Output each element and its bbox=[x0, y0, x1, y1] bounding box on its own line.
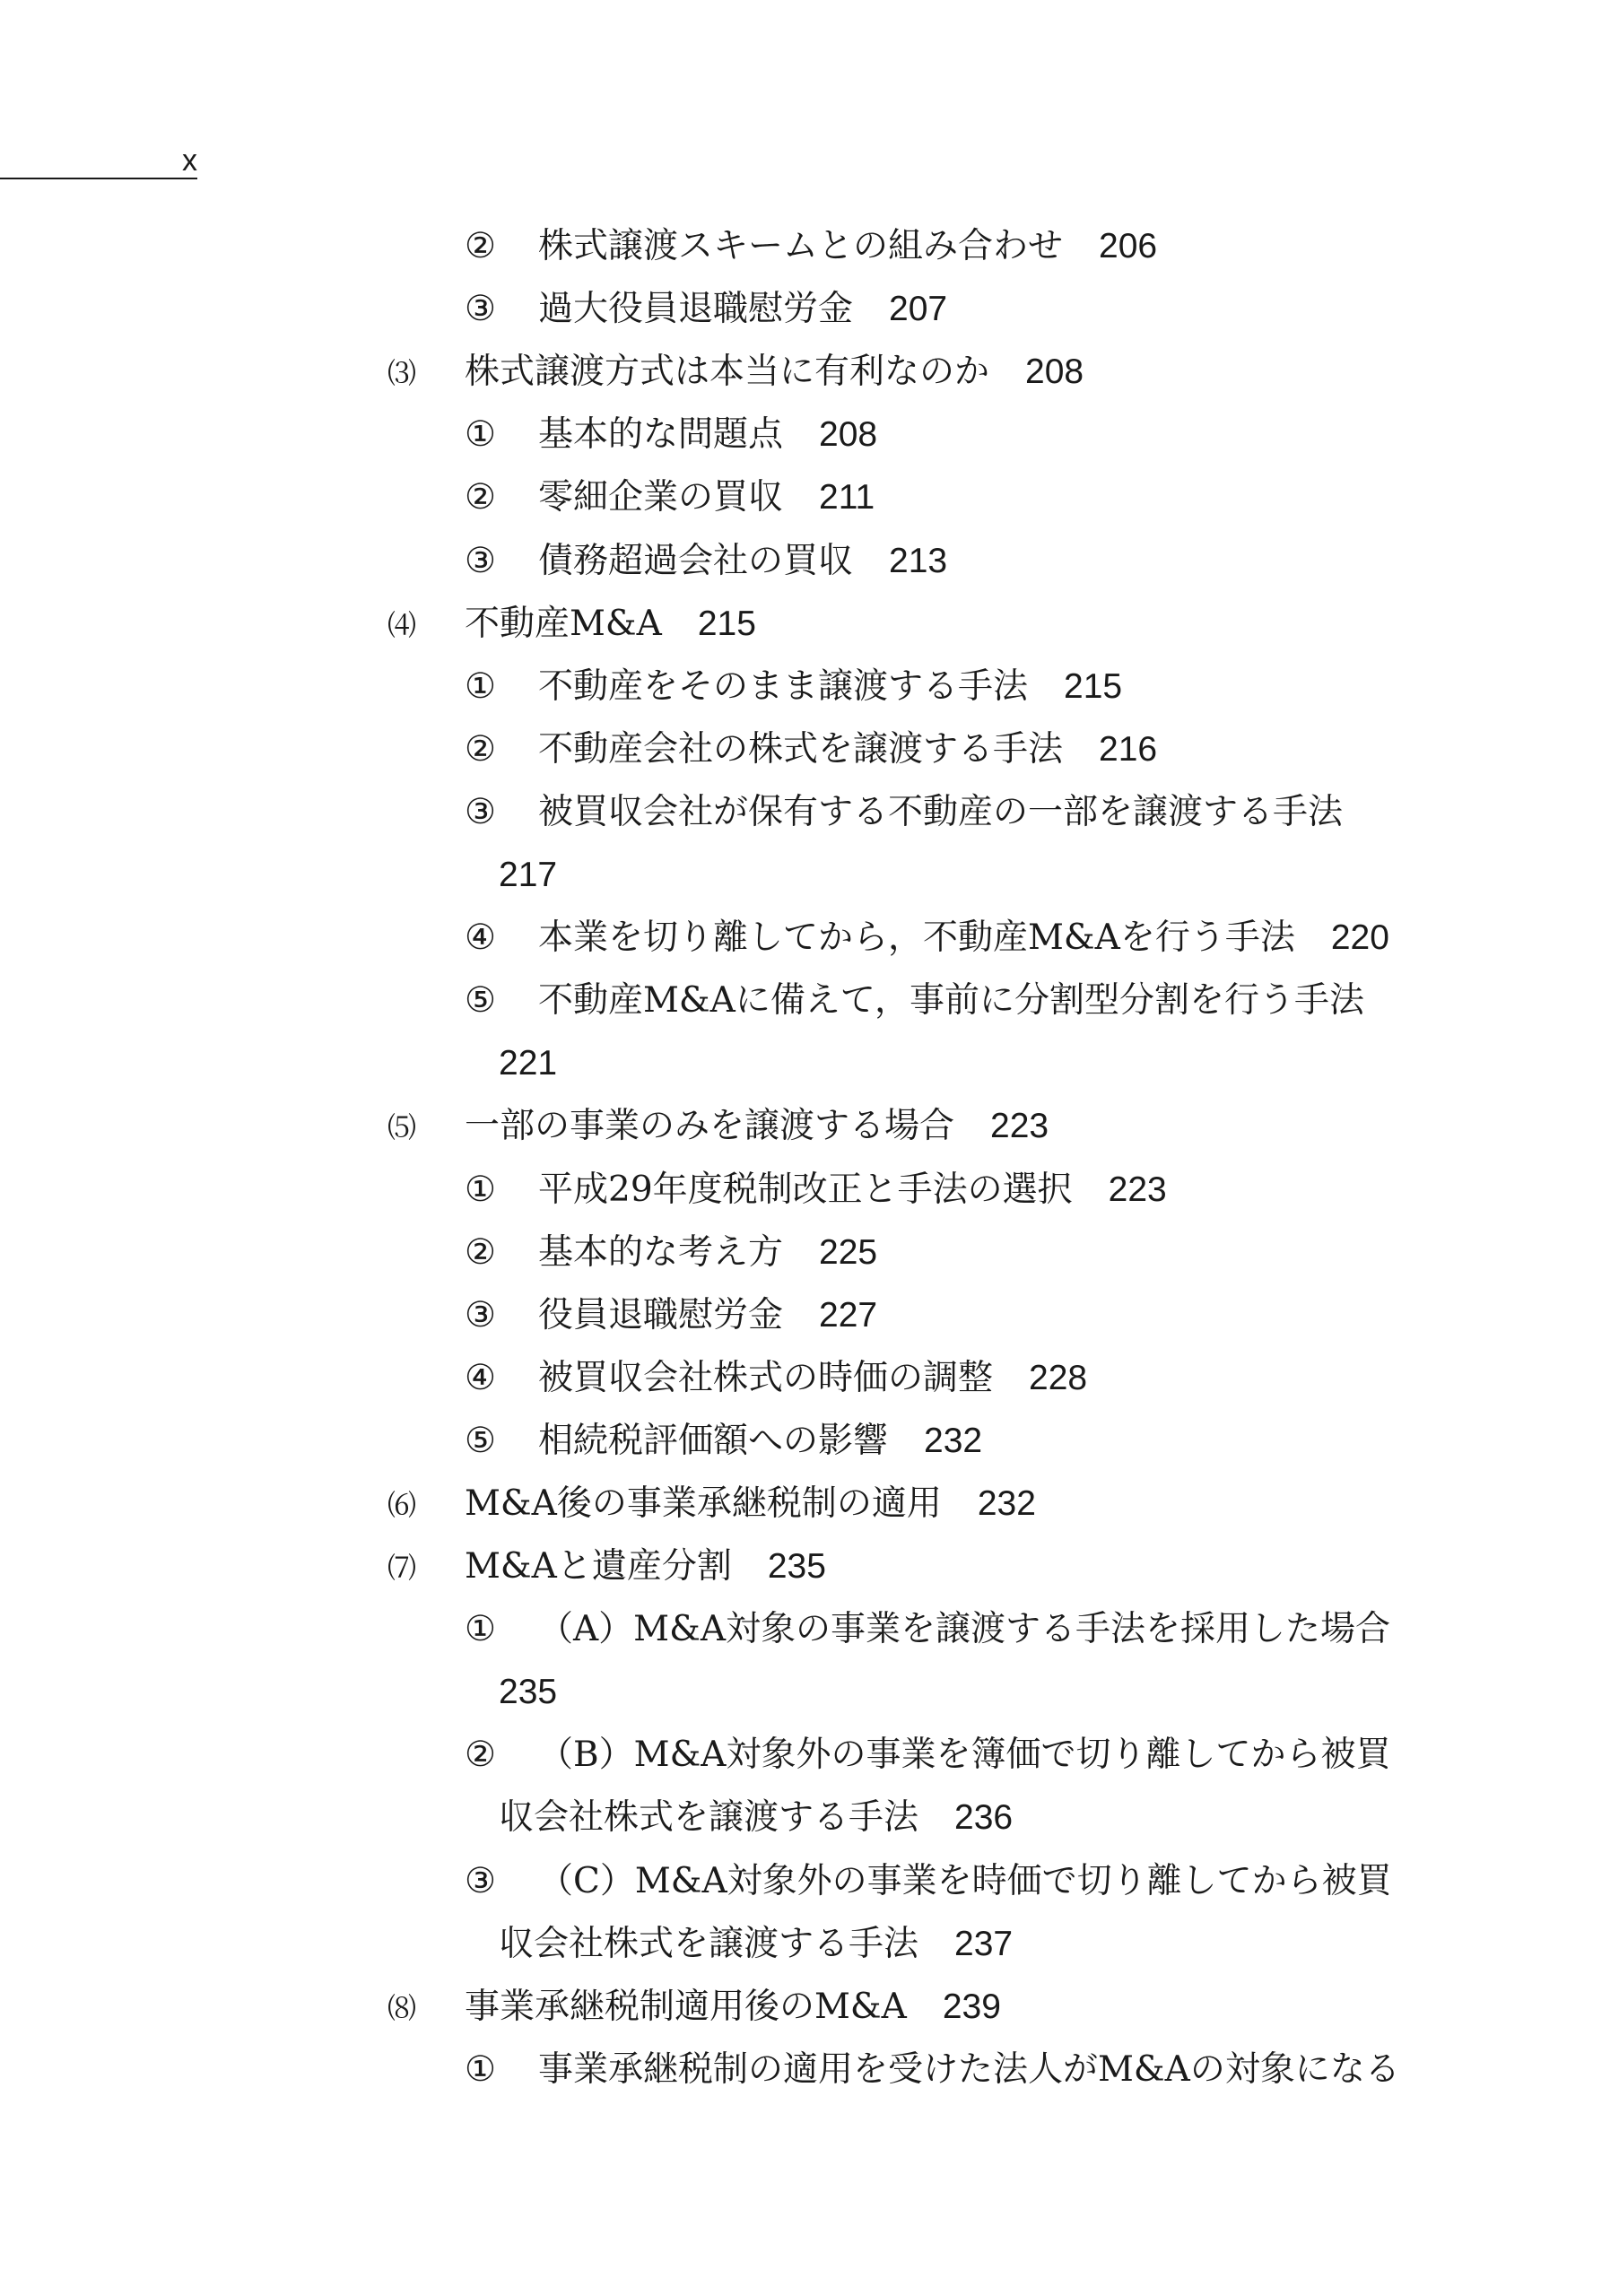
toc-entry-page: 235 bbox=[767, 1547, 826, 1586]
toc-entry-marker: ③ bbox=[465, 541, 496, 581]
toc-entry-title: 本業を切り離してから，不動産M&Aを行う手法 bbox=[538, 918, 1295, 958]
toc-entry-page: 208 bbox=[1025, 352, 1084, 391]
toc-entry-page: 223 bbox=[1108, 1170, 1167, 1209]
toc-entry-page: 221 bbox=[499, 1044, 558, 1083]
page-number: x bbox=[182, 144, 197, 178]
toc-entry-title: 事業承継税制適用後のM&A bbox=[465, 1987, 907, 2027]
toc-entry-page: 223 bbox=[990, 1107, 1049, 1145]
toc-entry-marker: ⑺ bbox=[387, 1551, 415, 1585]
toc-entry-marker: ⑤ bbox=[465, 1421, 496, 1461]
toc-entry-page: 228 bbox=[1029, 1359, 1088, 1397]
toc-entry-title: 被買収会社が保有する不動産の一部を譲渡する手法 bbox=[538, 792, 1344, 832]
toc-entry bbox=[387, 1473, 1036, 1535]
toc-entry-title: 過大役員退職慰労金 bbox=[538, 289, 854, 329]
toc-entry-marker: ⑻ bbox=[387, 1991, 415, 2025]
toc-entry-page: 215 bbox=[1064, 667, 1123, 706]
toc-entry bbox=[499, 1913, 1013, 1976]
toc-entry-marker: ② bbox=[465, 1232, 496, 1273]
toc-entry-title: M&Aと遺産分割 bbox=[465, 1546, 732, 1587]
toc-entry-title: 平成29年度税制改正と手法の選択 bbox=[538, 1170, 1073, 1210]
toc-entry-page: 215 bbox=[697, 604, 756, 643]
toc-entry bbox=[465, 1410, 982, 1473]
toc-entry-marker: ③ bbox=[465, 792, 496, 832]
toc-entry-title: 基本的な問題点 bbox=[538, 414, 784, 455]
toc-entry bbox=[465, 466, 875, 529]
toc-entry-marker: ⑤ bbox=[465, 980, 496, 1021]
toc-entry bbox=[465, 1347, 1087, 1410]
toc-entry-page: 225 bbox=[819, 1233, 878, 1272]
toc-entry-title: 不動産M&A bbox=[465, 604, 662, 644]
toc-entry-marker: ③ bbox=[465, 289, 496, 329]
toc-entry-marker: ⑹ bbox=[387, 1488, 415, 1522]
toc-entry-marker: ② bbox=[465, 729, 496, 770]
toc-entry bbox=[387, 341, 1084, 404]
toc-entry-page: 227 bbox=[819, 1296, 878, 1335]
toc-entry bbox=[465, 907, 1389, 970]
toc-entry-page: 237 bbox=[954, 1925, 1014, 1963]
toc-entry-marker: ③ bbox=[465, 1861, 496, 1901]
toc-entry bbox=[465, 781, 1343, 844]
toc-entry-marker: ② bbox=[465, 477, 496, 517]
toc-entry-marker: ① bbox=[465, 414, 496, 455]
toc-entry-marker: ③ bbox=[465, 1295, 496, 1335]
toc-entry-marker: ① bbox=[465, 666, 496, 707]
toc-entry bbox=[465, 1222, 877, 1284]
toc-entry-title: 債務超過会社の買収 bbox=[538, 541, 854, 581]
toc-entry-marker: ⑸ bbox=[387, 1110, 415, 1144]
toc-entry-title: 役員退職慰労金 bbox=[538, 1295, 784, 1335]
toc-entry-page: 236 bbox=[954, 1798, 1014, 1837]
toc-entry-marker: ④ bbox=[465, 1358, 496, 1398]
toc-entry bbox=[465, 278, 947, 341]
toc-entry-title: 株式譲渡方式は本当に有利なのか bbox=[465, 352, 990, 392]
toc-entry-title: 不動産M&Aに備えて，事前に分割型分割を行う手法 bbox=[538, 980, 1365, 1021]
toc-entry-title: 不動産会社の株式を譲渡する手法 bbox=[538, 729, 1064, 770]
toc-entry bbox=[499, 1661, 557, 1724]
toc-entry-title: M&A後の事業承継税制の適用 bbox=[465, 1483, 942, 1524]
toc-entry-page: 232 bbox=[924, 1422, 983, 1460]
toc-entry-title: 株式譲渡スキームとの組み合わせ bbox=[538, 226, 1064, 266]
toc-entry bbox=[465, 1850, 1392, 1913]
toc-entry-marker: ⑷ bbox=[387, 608, 415, 642]
toc-entry bbox=[465, 1598, 1390, 1661]
toc-entry-marker: ① bbox=[465, 1609, 496, 1649]
toc-entry-title: 不動産をそのまま譲渡する手法 bbox=[538, 666, 1029, 707]
toc-entry-marker: ② bbox=[465, 226, 496, 266]
toc-entry-marker: ① bbox=[465, 2049, 496, 2090]
toc-entry bbox=[465, 1159, 1167, 1222]
toc-entry-title: （C）M&A対象外の事業を時価で切り離してから被買 bbox=[538, 1861, 1392, 1901]
toc-entry-page: 220 bbox=[1330, 918, 1389, 957]
toc-entry-marker: ④ bbox=[465, 918, 496, 958]
toc-entry-page: 232 bbox=[977, 1484, 1036, 1523]
toc-entry bbox=[387, 1535, 826, 1598]
toc-entry-page: 216 bbox=[1099, 730, 1158, 769]
toc-entry-page: 235 bbox=[499, 1673, 558, 1711]
toc-entry bbox=[387, 1976, 1001, 2039]
toc-entry-page: 213 bbox=[889, 542, 948, 580]
toc-entry-title: 相続税評価額への影響 bbox=[538, 1421, 889, 1461]
toc-entry-page: 207 bbox=[889, 290, 948, 328]
toc-entry bbox=[465, 718, 1157, 781]
toc-entry bbox=[465, 1284, 877, 1347]
toc-entry-marker: ① bbox=[465, 1170, 496, 1210]
toc-entry bbox=[499, 1032, 557, 1095]
toc-entry bbox=[499, 1787, 1013, 1849]
toc-entry-title: （B）M&A対象外の事業を簿価で切り離してから被買 bbox=[538, 1735, 1391, 1775]
toc-entry-marker: ⑶ bbox=[387, 356, 415, 390]
toc-entry bbox=[465, 530, 947, 593]
toc-entry-page: 208 bbox=[819, 415, 878, 454]
toc-entry-title: 被買収会社株式の時価の調整 bbox=[538, 1358, 994, 1398]
toc-entry-page: 217 bbox=[499, 856, 558, 894]
toc-entry-page: 239 bbox=[942, 1987, 1001, 2026]
toc-entry bbox=[499, 844, 557, 907]
toc-entry-title: 基本的な考え方 bbox=[538, 1232, 784, 1273]
toc-entry bbox=[387, 593, 756, 656]
toc-entry-page: 206 bbox=[1099, 227, 1158, 265]
toc-entry-title: 収会社株式を譲渡する手法 bbox=[499, 1924, 919, 1964]
toc-entry-title: （A）M&A対象の事業を譲渡する手法を採用した場合 bbox=[538, 1609, 1390, 1649]
toc-entry-title: 収会社株式を譲渡する手法 bbox=[499, 1797, 919, 1838]
toc-entry-title: 零細企業の買収 bbox=[538, 477, 784, 517]
toc-entry bbox=[465, 2039, 1400, 2101]
toc-entry-title: 一部の事業のみを譲渡する場合 bbox=[465, 1106, 955, 1146]
toc-entry bbox=[465, 656, 1122, 718]
toc-entry bbox=[465, 215, 1157, 278]
toc-entry bbox=[387, 1095, 1049, 1158]
toc-entry-page: 211 bbox=[819, 478, 875, 517]
toc-entry-title: 事業承継税制の適用を受けた法人がM&Aの対象になる bbox=[538, 2049, 1400, 2090]
toc-entry bbox=[465, 1724, 1390, 1787]
toc-entry bbox=[465, 970, 1364, 1032]
toc-entry-marker: ② bbox=[465, 1735, 496, 1775]
toc-entry bbox=[465, 404, 877, 466]
